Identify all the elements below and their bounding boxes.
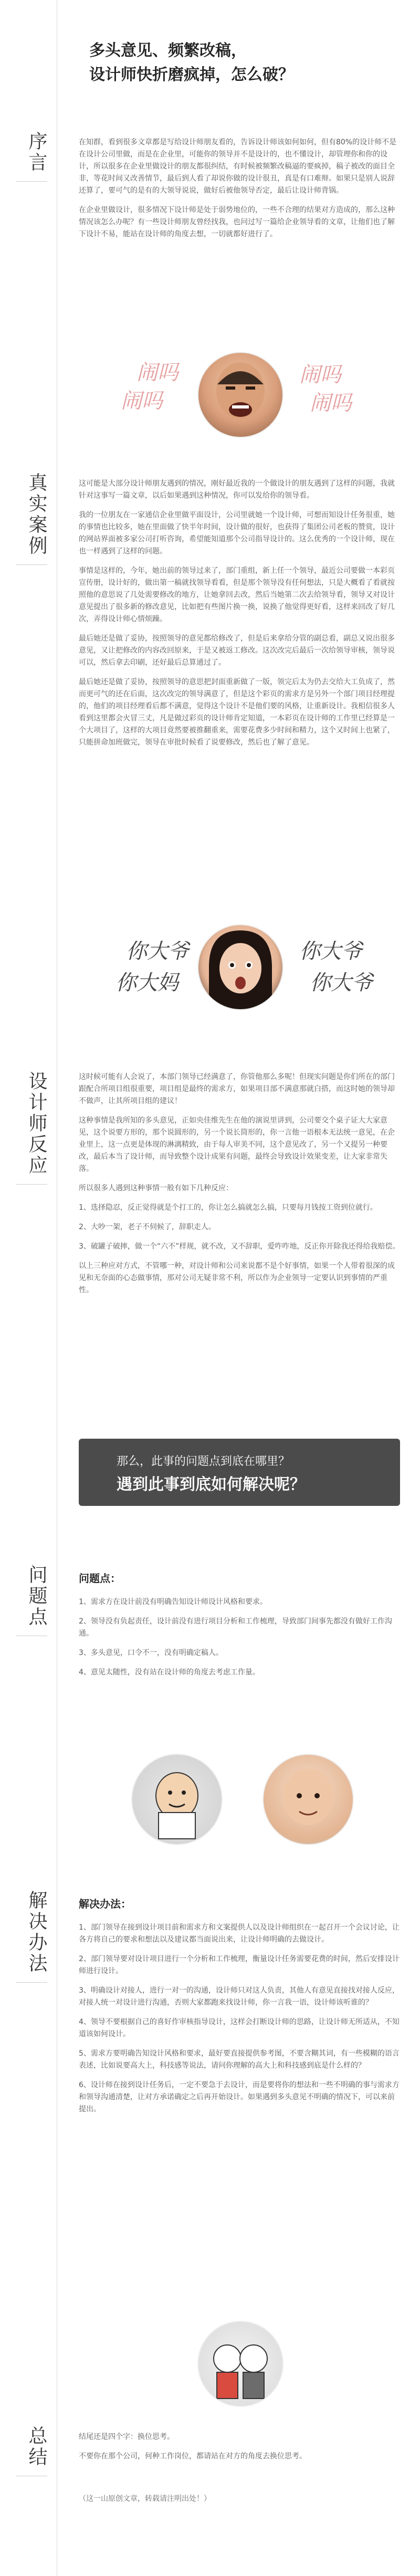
case-illustration [79,924,400,1019]
case-paragraph-3: 事情是这样的，今年，她出前的领导过来了，部门重组，新上任一个领导，最近公司要做一本彩页宣传册，设计好的，做出第一稿就找领导看看，但是那个领导没有任何想法，只是大概看了看就按照他的意思说了几处需要修改的地方，让她拿回去改，然后当她第二次去给领导看，领导又对设计意见提出了很多新的修改意见，比如把有些图片换一换，说换了他觉得更好看，这样来回改了好几次，弄得设计师心情烦躁。 [79,567,395,623]
callout-line-1: 那么，此事的问题点到底在哪里？ [117,1455,290,1468]
solution-item-1: 1、部门领导在接到设计项目前和需求方和文案提供人以及设计师组织在一起召开一个会议讨论，让各方将自己的要求和想法以及建议都当面说出来，让设计师明确的去做设计。 [79,1923,400,1944]
problem-item-3: 3、多头意见，口令不一，没有明确定稿人。 [79,1649,223,1657]
script-text-right-1: 闹吗 [299,363,341,387]
case-paragraph-2: 我的一位朋友在一家通信企业里做平面设计，公司里就她一个设计师，可想而知设计任务很重，她的事情也比较多，她在里面做了快半年时间，设计做的很好，也获得了集团公司老板的赞赏，设计的网站界面被多家公司打听咨询，希望能知道那个公司指导设计的。这么优秀的一个设计师，现在也一样遇到了这样的问题。 [79,511,395,556]
problem-item-4: 4、意见太随性，没有站在设计师的角度去考虑工作量。 [79,1668,260,1677]
solution-item-4: 4、领导不要根据自己的喜好作审核指导设计，这样会打断设计师的思路，让设计师无所适从，不知道该如何设计。 [79,2018,400,2038]
cartoon-characters-icon [197,2321,284,2407]
question-callout-box [79,1439,400,1506]
intro-illustration [79,352,400,436]
reaction-list-item-2: 2、大吵一架，老子不伺候了，辞职走人。 [79,1223,216,1231]
bald-child-face-icon [262,1754,354,1845]
script-text-left-1: 闹吗 [136,361,178,385]
case-text [79,478,400,756]
solution-list [79,1922,400,2123]
solution-illustration [79,2321,400,2410]
summary-text [79,2431,400,2470]
solution-item-2: 2、部门领导要对设计项目进行一个分析和工作梳理，衡量设计任务需要花费的时间，然后安排设计师进行设计。 [79,1955,400,1975]
case-paragraph-5: 最后她还是做了妥协，按照领导的意思把封面重新做了一版，领完后太为仍去交给大工负成了，然而更可气的还在后面，这次改完的领导满意了，但是这个彩页的需求方是另外一个部门项目经理提的，他们的项目经理看后都不满意，觉得这个设计不是他们要的风格，让重新设计。我相信很多人看到这里都会火冒三丈，凡是做过彩页的设计师肯定知道，一本彩页在设计师的工作里已经算是一个大项目了，这样的大项目竟然要被推翻重来，需要花费多少时间和精力，这个又时间上也紧了，只能拼命加班做完，领导在审批时候看了说要修改，然后也了解了意见。 [79,678,395,747]
problem-item-2: 2、领导没有负起责任，设计前没有进行项目分析和工作梳理，导致部门间事先都没有做好工作沟通。 [79,1617,392,1638]
reaction-list-item-1: 1、选择隐忍，反正觉得就是个打工的，你让怎么搞就怎么搞，只要每月钱按工资到位就行。 [79,1203,377,1212]
solution-heading: 解决办法： [79,1898,131,1910]
section-label-solution: 解决办法 [16,1890,47,1974]
problem-list [79,1596,400,1686]
intro-paragraph-1: 在知群，看到很多文章都是写给设计师朋友看的，告诉设计师该如何如何，但有80%的设计师不是在设计公司里做，而是在企业里，可能你的领导并不是设计的，也不懂设计，却管理你和你的设计，所以很多在企业里做设计的朋友都很纠结，有时候被频繁改稿逼的要疯掉，稿子被改的面目全非，等花时间又改善情节，最后到人看了却说你做的设计很丑，真是有口难辩。如果只是别人说辞还算了，要可气的是有的大领导说说，做好后被他领导否定，最后让设计师背锅。 [79,138,397,195]
angry-man-face-icon [197,352,284,438]
reaction-list-item-3: 3、破罐子破摔，做一个“六不”样规，就不改，又不辞职，爱咋咋地，反正你开除我还得给我赔偿。 [79,1242,400,1251]
section-label-intro: 序言 [16,131,47,173]
reaction-text [79,1071,400,1304]
solution-item-5: 5、需求方要明确告知设计风格和要求，最好要直接提供参考图，不要含糊其词，有一些模糊的语言表述，比如说要高大上，科技感等说法，请问你理解的高大上和科技感到底是什么样的？ [79,2049,400,2070]
script-text-right-2: 你大爷 [310,971,373,995]
case-paragraph-1: 这可能是大部分设计师朋友遇到的情况，刚好最近我的一个做设计的朋友遇到了这样的问题，我就针对这事写一篇文章，以后如果遇到这种情况，你可以发给你的领导看。 [79,479,395,500]
title-line-1: 多头意见、频繁改稿， [89,41,247,60]
script-text-right-1: 你大爷 [299,939,362,964]
reaction-paragraph-4: 以上三种应对方式，不管哪一种，对设计师和公司来说都不是个好事情，如果一个人带着很深的成见和无奈面的心态做事情，那对公司无疑非常不利，所以作为企业领导一定要认识到事情的严重性。 [79,1262,395,1294]
solution-item-6: 6、设计师在接到设计任务后，一定不要急于去设计，而是要将你的想法和一些不明确的事与需求方和领导沟通清楚，让对方承诺确定之后再开始设计。如果遇到多头意见不明确的情况下，可以来前提出。 [79,2081,400,2113]
section-label-problem: 问题点 [16,1565,47,1628]
solution-item-3: 3、明确设计对接人，进行一对一的沟通，设计师只对这人负责，其他人有意见直接找对接人反应，对接人统一对设计进行沟通，否则大家都跑来找设计师，你一言我一语，设计师该听谁的？ [79,1986,400,2007]
problem-heading: 问题点： [79,1572,121,1585]
problem-illustration [79,1754,400,1843]
summary-paragraph-2: 不要你在那个公司，何种工作岗位，都请站在对方的角度去换位思考。 [79,2452,307,2460]
shocked-woman-face-icon [197,924,284,1010]
intro-paragraph-2: 在企业里做设计，很多情况下设计师是处于弱势地位的，一些不合理的结果对方造成的，那么这种情况该怎么办呢？有一些设计师朋友曾经找我，也问过写一篇给企业领导看的文章，让他们也了解下设计不易，能站在设计师的角度去想，一切就都好进行了。 [79,206,395,238]
script-text-left-2: 你大妈 [116,971,178,995]
script-text-left-2: 闹吗 [121,389,163,413]
section-label-reaction: 设计师反应 [16,1071,47,1176]
title-line-2: 设计师快折磨疯掉，怎么破？ [89,66,294,84]
case-paragraph-4: 最后她还是做了妥协，按照领导的意见都给修改了，但是后来拿给分管的副总看，副总又说出很多意见，又让把修改的内容改回原来，于是又被返工修改。这次改完后最后一次给领导审核，领导说可以，然后拿去印刷，还好最后总算通过了。 [79,634,395,667]
script-text-right-2: 闹吗 [310,391,352,415]
copyright-note: （这一山原创文章，转载请注明出处！） [79,2495,211,2503]
cartoon-boss-icon [131,1754,223,1845]
callout-line-2: 遇到此事到底如何解决呢？ [117,1475,306,1494]
summary-paragraph-1: 结尾还是四个字：换位思考。 [79,2433,174,2441]
section-label-case: 真实案例 [16,473,47,557]
script-text-left-1: 你大爷 [126,939,189,964]
page-title [89,39,404,87]
section-label-summary: 总结 [16,2426,47,2468]
reaction-paragraph-3: 所以很多人遇到这种事情一般有如下几种反应： [79,1184,233,1192]
reaction-paragraph-1: 这时候可能有人会说了，本部门领导已经满意了，你管他那么多呢！但现实问题是你们所在的部门跟配合所项目组很重要，项目组是最终的需求方，如果项目部不满意那就白搭，而这时她的领导却不做声，让其所项目组的建议！ [79,1073,395,1105]
reaction-paragraph-2: 这种事情是我所知的多头意见，正如央佳维先生在他的演说里讲到，公司要交个桌子证大大家意见，这个说要方形的，那个说圆形的，另一个说长筒形的，你一言他一语根本无法统一意见，在企业里上，这一点更是体现的淋漓精致，由于每人审美不同，这个意见改了，另一个又提另一种要改，最后本当了设计师，而导致整个设计成果有问题，最终会导致设计效果变差，让大家非常失落。 [79,1116,395,1173]
problem-item-1: 1、需求方在设计前没有明确告知设计师设计风格和要求。 [79,1598,267,1606]
intro-text [79,137,400,248]
